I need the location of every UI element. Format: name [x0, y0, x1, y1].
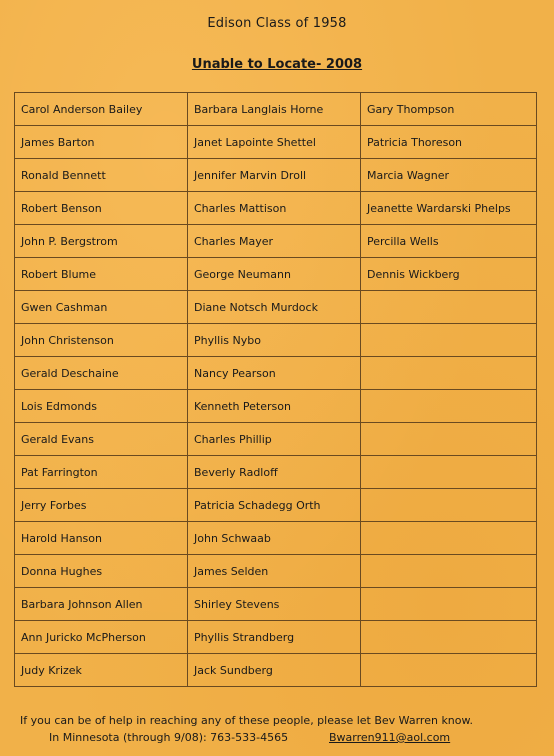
- name-cell: [361, 291, 537, 324]
- name-cell: [361, 456, 537, 489]
- name-cell: Phyllis Strandberg: [188, 621, 361, 654]
- page-subtitle-text: Unable to Locate- 2008: [191, 57, 363, 72]
- name-cell: Judy Krizek: [15, 654, 188, 687]
- name-cell: Jeanette Wardarski Phelps: [361, 192, 537, 225]
- name-cell: Gary Thompson: [361, 93, 537, 126]
- name-cell: Kenneth Peterson: [188, 390, 361, 423]
- name-cell: [361, 555, 537, 588]
- table-row: [15, 126, 537, 159]
- name-cell: Donna Hughes: [15, 555, 188, 588]
- name-cell: [361, 654, 537, 687]
- name-cell: Patricia Thoreson: [361, 126, 537, 159]
- table-row: [15, 291, 537, 324]
- name-cell: [361, 489, 537, 522]
- name-cell: John Schwaab: [188, 522, 361, 555]
- page-title: Edison Class of 1958: [207, 16, 347, 31]
- name-cell: Charles Phillip: [188, 423, 361, 456]
- name-cell: Ronald Bennett: [15, 159, 188, 192]
- name-cell: John P. Bergstrom: [15, 225, 188, 258]
- table-row: [15, 93, 537, 126]
- name-cell: Gwen Cashman: [15, 291, 188, 324]
- name-cell: Ann Juricko McPherson: [15, 621, 188, 654]
- name-cell: Dennis Wickberg: [361, 258, 537, 291]
- name-cell: Barbara Langlais Horne: [188, 93, 361, 126]
- table-row: [15, 159, 537, 192]
- name-cell: Percilla Wells: [361, 225, 537, 258]
- table-row: [15, 555, 537, 588]
- name-cell: Jennifer Marvin Droll: [188, 159, 361, 192]
- name-cell: Diane Notsch Murdock: [188, 291, 361, 324]
- name-cell: George Neumann: [188, 258, 361, 291]
- name-cell: Charles Mayer: [188, 225, 361, 258]
- name-cell: Jerry Forbes: [15, 489, 188, 522]
- footer-email-link[interactable]: Bwarren911@aol.com: [329, 731, 451, 744]
- name-cell: Gerald Deschaine: [15, 357, 188, 390]
- name-cell: James Selden: [188, 555, 361, 588]
- name-cell: John Christenson: [15, 324, 188, 357]
- name-cell: Pat Farrington: [15, 456, 188, 489]
- table-row: [15, 489, 537, 522]
- name-cell: Nancy Pearson: [188, 357, 361, 390]
- table-row: [15, 456, 537, 489]
- name-cell: James Barton: [15, 126, 188, 159]
- name-cell: Carol Anderson Bailey: [15, 93, 188, 126]
- footer-help-text: If you can be of help in reaching any of these people, please let Bev Warren know.: [20, 714, 473, 727]
- name-cell: Robert Benson: [15, 192, 188, 225]
- name-cell: [361, 357, 537, 390]
- name-cell: [361, 423, 537, 456]
- name-cell: Jack Sundberg: [188, 654, 361, 687]
- name-cell: Patricia Schadegg Orth: [188, 489, 361, 522]
- table-row: [15, 192, 537, 225]
- table-row: [15, 588, 537, 621]
- name-cell: Lois Edmonds: [15, 390, 188, 423]
- table-row: [15, 621, 537, 654]
- name-cell: Janet Lapointe Shettel: [188, 126, 361, 159]
- name-cell: [361, 621, 537, 654]
- table-row: [15, 324, 537, 357]
- name-cell: [361, 324, 537, 357]
- name-cell: [361, 522, 537, 555]
- name-cell: Phyllis Nybo: [188, 324, 361, 357]
- table-row: [15, 357, 537, 390]
- table-row: [15, 225, 537, 258]
- name-cell: Barbara Johnson Allen: [15, 588, 188, 621]
- name-cell: [361, 588, 537, 621]
- name-cell: Marcia Wagner: [361, 159, 537, 192]
- names-table-body: [15, 93, 537, 687]
- table-row: [15, 258, 537, 291]
- table-row: [15, 423, 537, 456]
- table-row: [15, 390, 537, 423]
- names-table: [14, 92, 537, 687]
- page-subtitle: [0, 57, 554, 72]
- name-cell: Beverly Radloff: [188, 456, 361, 489]
- footer-contact: [49, 731, 451, 744]
- footer-phone-text: In Minnesota (through 9/08): 763-533-4565: [49, 731, 289, 744]
- name-cell: Gerald Evans: [15, 423, 188, 456]
- table-row: [15, 654, 537, 687]
- name-cell: [361, 390, 537, 423]
- table-row: [15, 522, 537, 555]
- name-cell: Shirley Stevens: [188, 588, 361, 621]
- name-cell: Charles Mattison: [188, 192, 361, 225]
- name-cell: Robert Blume: [15, 258, 188, 291]
- name-cell: Harold Hanson: [15, 522, 188, 555]
